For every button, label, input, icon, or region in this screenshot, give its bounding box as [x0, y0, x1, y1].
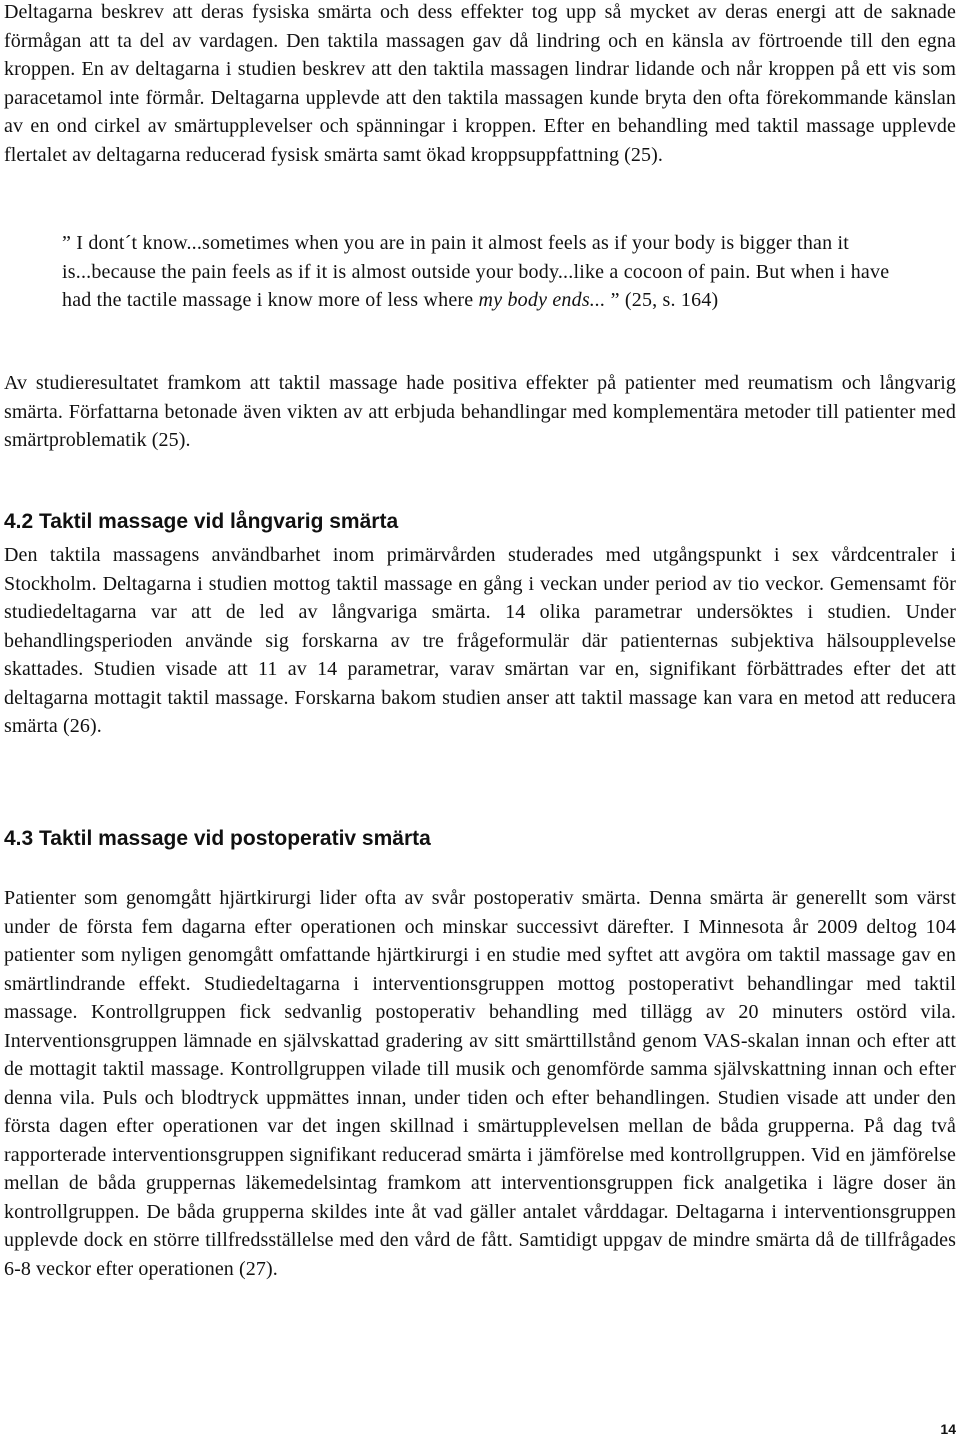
page-number: 14 — [940, 1421, 956, 1437]
paragraph-section-4-3: Patienter som genomgått hjärtkirurgi lider ofta av svår postoperativ smärta. Denna smärta är generellt som värst under de första fem dagarna efter operationen och minskar successivt därefter. I Minnesota år 2009 deltog 104 patienter som nyligen genomgått omfattande hjärtkirurgi i en studie med syftet att avgöra om taktil massage gav en smärtlindrande effekt. Studiedeltagarna i interventionsgruppen mottog postoperativt behandlingar med taktil massage. Kontrollgruppen fick sedvanlig postoperativ behandling med tillägg av 20 minuters ostörd vila. Interventionsgruppen lämnade en självskattad gradering av sitt smärttillstånd genom VAS-skalan innan och efter att de mottagit taktil massage. Kontrollgruppen vilade till musik och genomförde samma självskattning innan och efter denna vila. Puls och blodtryck uppmättes innan, under tiden och efter behandlingen. Studien visade att under den första dagen efter operationen var det ingen skillnad i smärtupplevelsen mellan de båda grupperna. På dag två rapporterade interventionsgruppen signifikant reducerad smärta i jämförelse med kontrollgruppen. Vid en jämförelse mellan de båda gruppernas läkemedelsintag framkom att interventionsgruppen fick analgetika i lägre doser än kontrollgruppen. De båda grupperna skildes inte åt vad gäller antalet vårddagar. Deltagarna i interventionsgruppen upplevde dock en större tillfredsställelse med den vård de fått. Samtidigt uppgav de mindre smärta då de tillfrågades 6-8 veckor efter operationen (27). — [4, 887, 956, 1280]
block-quote — [62, 229, 908, 315]
paragraph-tactile-massage-experience: Deltagarna beskrev att deras fysiska smärta och dess effekter tog upp så mycket av deras energi att de saknade förmågan att ta del av vardagen. Den taktila massagen gav då lindring och en känsla av förtroende till den egna kroppen. En av deltagarna i studien beskrev att den taktila massagen lindrar lidande och når kroppen på ett vis som paracetamol inte förmår. Deltagarna upplevde att den taktila massagen kunde bryta den ofta förekommande känslan av en ond cirkel av smärtupplevelser och spänningar i kroppen. Efter en behandling med taktil massage upplevde flertalet av deltagarna reducerad fysisk smärta samt ökad kroppsuppfattning (25). — [4, 1, 956, 166]
paragraph-study-results: Av studieresultatet framkom att taktil massage hade positiva effekter på patienter med reumatism och långvarig smärta. Författarna betonade även vikten av att erbjuda behandlingar med komplementära metoder till patienter med smärtproblematik (25). — [4, 372, 956, 451]
paragraph-section-4-2: Den taktila massagens användbarhet inom primärvården studerades med utgångspunkt i sex vårdcentraler i Stockholm. Deltagarna i studien mottog taktil massage en gång i veckan under period av tio veckor. Gemensamt för studiedeltagarna var att de led av långvariga smärta. 14 olika parametrar undersöktes i studien. Under behandlingsperioden använde sig forskarna av tre frågeformulär där patienternas subjektiva hälsoupplevelse skattades. Studien visade att 11 av 14 parametrar, varav smärtan var en, signifikant förbättrades efter det att deltagarna mottagit taktil massage. Forskarna bakom studien anser att taktil massage kan vara en metod att reducera smärta (26). — [4, 544, 956, 737]
section-heading-4-2: 4.2 Taktil massage vid långvarig smärta — [4, 510, 399, 533]
quote-text: ” I dont´t know...sometimes when you are in pain it almost feels as if your body is bigger than it is...because the pain feels as if it is almost outside your body...like a cocoon of pain. But when i have had the tactile massage i know more of less where — [62, 232, 890, 311]
section-heading-4-3: 4.3 Taktil massage vid postoperativ smärta — [4, 827, 431, 850]
quote-italic: my body ends... — [478, 289, 606, 311]
quote-citation: ” (25, s. 164) — [605, 289, 719, 311]
